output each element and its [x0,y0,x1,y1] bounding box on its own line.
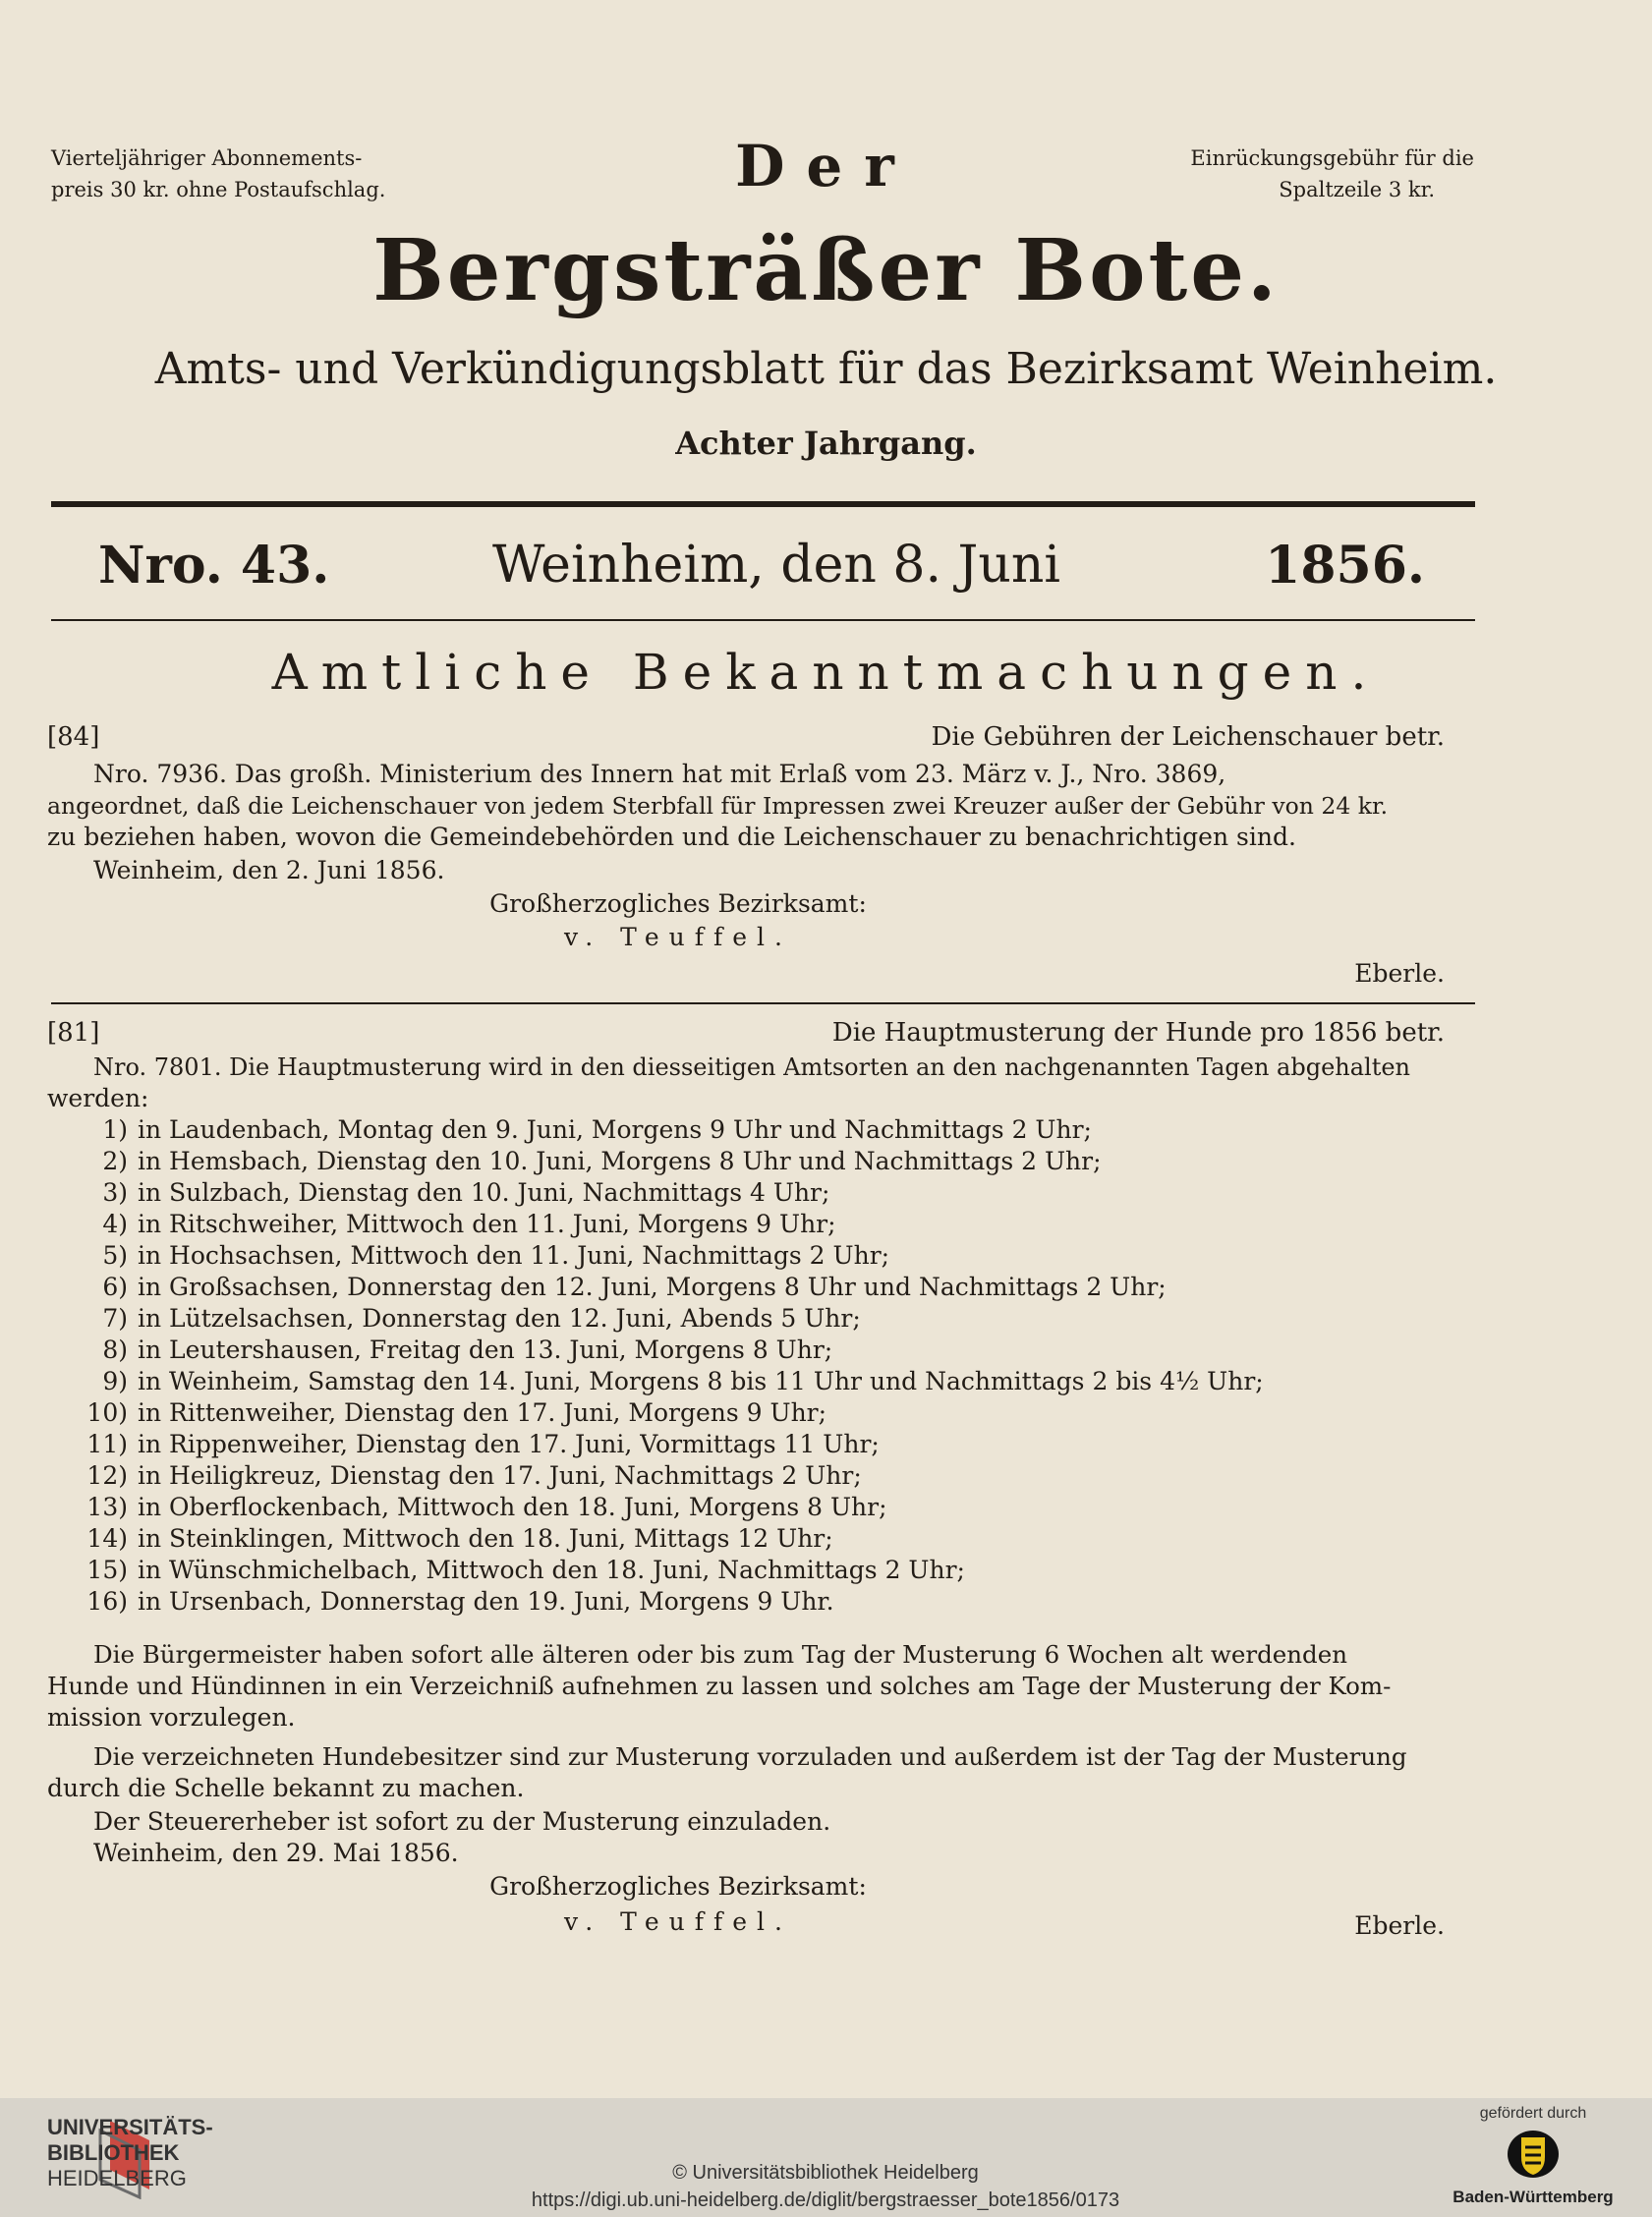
funder-name: Baden-Württemberg [1453,2188,1614,2206]
library-name-line2: BIBLIOTHEK [47,2140,180,2165]
section-heading: Amtliche Bekanntmachungen. [271,644,1381,701]
schedule-item-number: 14) [86,1524,128,1553]
notice1-ref: [84] [47,722,100,752]
schedule-item [69,1209,1264,1240]
schedule-item-number: 12) [86,1461,128,1490]
schedule-item-text: in Weinheim, Samstag den 14. Juni, Morgens 8 bis 11 Uhr und Nachmittags 2 bis 4½ Uhr; [138,1367,1264,1395]
schedule-item-text: in Ritschweiher, Mittwoch den 11. Juni, Morgens 9 Uhr; [138,1210,836,1238]
schedule-item-text: in Steinklingen, Mittwoch den 18. Juni, Mittags 12 Uhr; [138,1524,833,1553]
schedule-item-text: in Rippenweiher, Dienstag den 17. Juni, Vormittags 11 Uhr; [138,1430,880,1458]
notice1-office: Großherzogliches Bezirksamt: [489,889,867,918]
insertion-fee-note [1179,142,1474,205]
schedule-item-number: 13) [86,1493,128,1521]
schedule-item [69,1492,1264,1523]
notice2-signature: v. Teuffel. [564,1907,792,1936]
notice2-para3: Der Steuererheber ist sofort zu der Musterung einzuladen. [93,1807,831,1836]
schedule-item-number: 4) [102,1210,128,1238]
schedule-item-number: 8) [102,1336,128,1364]
schedule-item [69,1555,1264,1586]
schedule-item-text: in Rittenweiher, Dienstag den 17. Juni, Morgens 9 Uhr; [138,1398,827,1427]
schedule-item-number: 5) [102,1241,128,1270]
notice2-para2-line1: Die verzeichneten Hundebesitzer sind zur Musterung vorzuladen und außerdem ist der Tag der Musterung [93,1742,1407,1771]
notice-separator [51,1002,1475,1004]
schedule-item [69,1146,1264,1177]
insertion-fee-line1: Einrückungsgebühr für die [1190,146,1474,170]
schedule-item-text: in Großsachsen, Donnerstag den 12. Juni, Morgens 8 Uhr und Nachmittags 2 Uhr; [138,1273,1167,1301]
schedule-item [69,1177,1264,1209]
schedule-item [69,1240,1264,1272]
schedule-item-text: in Hemsbach, Dienstag den 10. Juni, Morgens 8 Uhr und Nachmittags 2 Uhr; [138,1147,1102,1175]
schedule-item-number: 1) [102,1115,128,1144]
schedule-item-number: 16) [86,1587,128,1616]
notice2-para1-line1: Die Bürgermeister haben sofort alle älteren oder bis zum Tag der Musterung 6 Wochen alt werdenden [93,1640,1348,1669]
subscription-note-line1: Vierteljähriger Abonnements- [51,146,363,170]
notice2-clerk: Eberle. [1354,1911,1445,1940]
schedule-item [69,1335,1264,1366]
volume-label: Achter Jahrgang. [675,425,977,462]
notice2-intro-line2: werden: [47,1084,149,1112]
schedule-item-text: in Laudenbach, Montag den 9. Juni, Morgens 9 Uhr und Nachmittags 2 Uhr; [138,1115,1092,1144]
schedule-item-number: 15) [86,1556,128,1584]
notice1-line2: angeordnet, daß die Leichenschauer von jedem Sterbfall für Impressen zwei Kreuzer außer der Gebühr von 24 kr. [47,792,1389,820]
schedule-item-text: in Sulzbach, Dienstag den 10. Juni, Nachmittags 4 Uhr; [138,1178,830,1207]
schedule-item-number: 7) [102,1304,128,1333]
schedule-item-number: 2) [102,1147,128,1175]
library-name-line1: UNIVERSITÄTS- [47,2115,213,2139]
masthead-article: Der [735,133,916,199]
schedule-item-text: in Wünschmichelbach, Mittwoch den 18. Juni, Nachmittags 2 Uhr; [138,1556,965,1584]
schedule-item [69,1586,1264,1618]
issue-date: Weinheim, den 8. Juni [491,536,1061,595]
schedule-item [69,1429,1264,1460]
schedule-item-number: 3) [102,1178,128,1207]
coat-of-arms-icon [1504,2128,1563,2182]
schedule-item-text: in Hochsachsen, Mittwoch den 11. Juni, Nachmittags 2 Uhr; [138,1241,890,1270]
issue-rule [51,619,1475,621]
schedule-item-number: 6) [102,1273,128,1301]
copyright-notice: © Universitätsbibliothek Heidelberg [672,2162,979,2184]
subscription-note-line2: preis 30 kr. ohne Postaufschlag. [51,178,386,201]
notice2-para1-line2: Hunde und Hündinnen in ein Verzeichniß aufnehmen zu lassen und solches am Tage der Musterung der Kom- [47,1672,1392,1700]
source-url-link[interactable]: https://digi.ub.uni-heidelberg.de/diglit/bergstraesser_bote1856/0173 [531,2189,1120,2211]
notice1-clerk: Eberle. [1354,959,1445,988]
funding-note: gefördert durch [1479,2105,1587,2122]
issue-year: 1856. [1265,536,1425,596]
schedule-item [69,1272,1264,1303]
notice1-dateline: Weinheim, den 2. Juni 1856. [93,856,445,884]
notice2-dateline: Weinheim, den 29. Mai 1856. [93,1839,459,1867]
newspaper-title: Bergsträßer Bote. [372,221,1280,320]
schedule-item-text: in Heiligkreuz, Dienstag den 17. Juni, Nachmittags 2 Uhr; [138,1461,862,1490]
schedule-item-text: in Ursenbach, Donnerstag den 19. Juni, Morgens 9 Uhr. [138,1587,834,1616]
schedule-item-number: 9) [102,1367,128,1395]
notice1-line3: zu beziehen haben, wovon die Gemeindebehörden und die Leichenschauer zu benachrichtigen sind. [47,823,1296,851]
notice2-topic: Die Hauptmusterung der Hunde pro 1856 betr. [831,1018,1445,1048]
library-name [47,2115,213,2191]
library-name-line3: HEIDELBERG [47,2166,187,2190]
notice1-line1: Nro. 7936. Das großh. Ministerium des Innern hat mit Erlaß vom 23. März v. J., Nro. 3869, [93,760,1226,788]
schedule-item-text: in Lützelsachsen, Donnerstag den 12. Juni, Abends 5 Uhr; [138,1304,861,1333]
notice2-para1-line3: mission vorzulegen. [47,1703,296,1732]
schedule-item [69,1366,1264,1397]
notice2-office: Großherzogliches Bezirksamt: [489,1872,867,1901]
insertion-fee-line2: Spaltzeile 3 kr. [1279,178,1435,201]
issue-number: Nro. 43. [98,536,330,596]
masthead-rule-thick [51,501,1475,507]
notice2-ref: [81] [47,1018,100,1048]
notice2-para2-line2: durch die Schelle bekannt zu machen. [47,1774,525,1802]
schedule-item-text: in Oberflockenbach, Mittwoch den 18. Juni, Morgens 8 Uhr; [138,1493,887,1521]
notice1-topic: Die Gebühren der Leichenschauer betr. [931,722,1445,752]
notice1-signature: v. Teuffel. [564,923,792,951]
schedule-item [69,1114,1264,1146]
schedule-item [69,1397,1264,1429]
subscription-note [51,142,385,205]
schedule-item-text: in Leutershausen, Freitag den 13. Juni, Morgens 8 Uhr; [138,1336,833,1364]
schedule-item [69,1303,1264,1335]
muster-schedule-list [69,1114,1264,1618]
schedule-item-number: 10) [86,1398,128,1427]
schedule-item [69,1523,1264,1555]
schedule-item [69,1460,1264,1492]
notice2-intro-line1: Nro. 7801. Die Hauptmusterung wird in den diesseitigen Amtsorten an den nachgenannten Tagen abgehalten [93,1053,1411,1081]
newspaper-subtitle: Amts- und Verkündigungsblatt für das Bezirksamt Weinheim. [154,344,1498,394]
schedule-item-number: 11) [86,1430,128,1458]
